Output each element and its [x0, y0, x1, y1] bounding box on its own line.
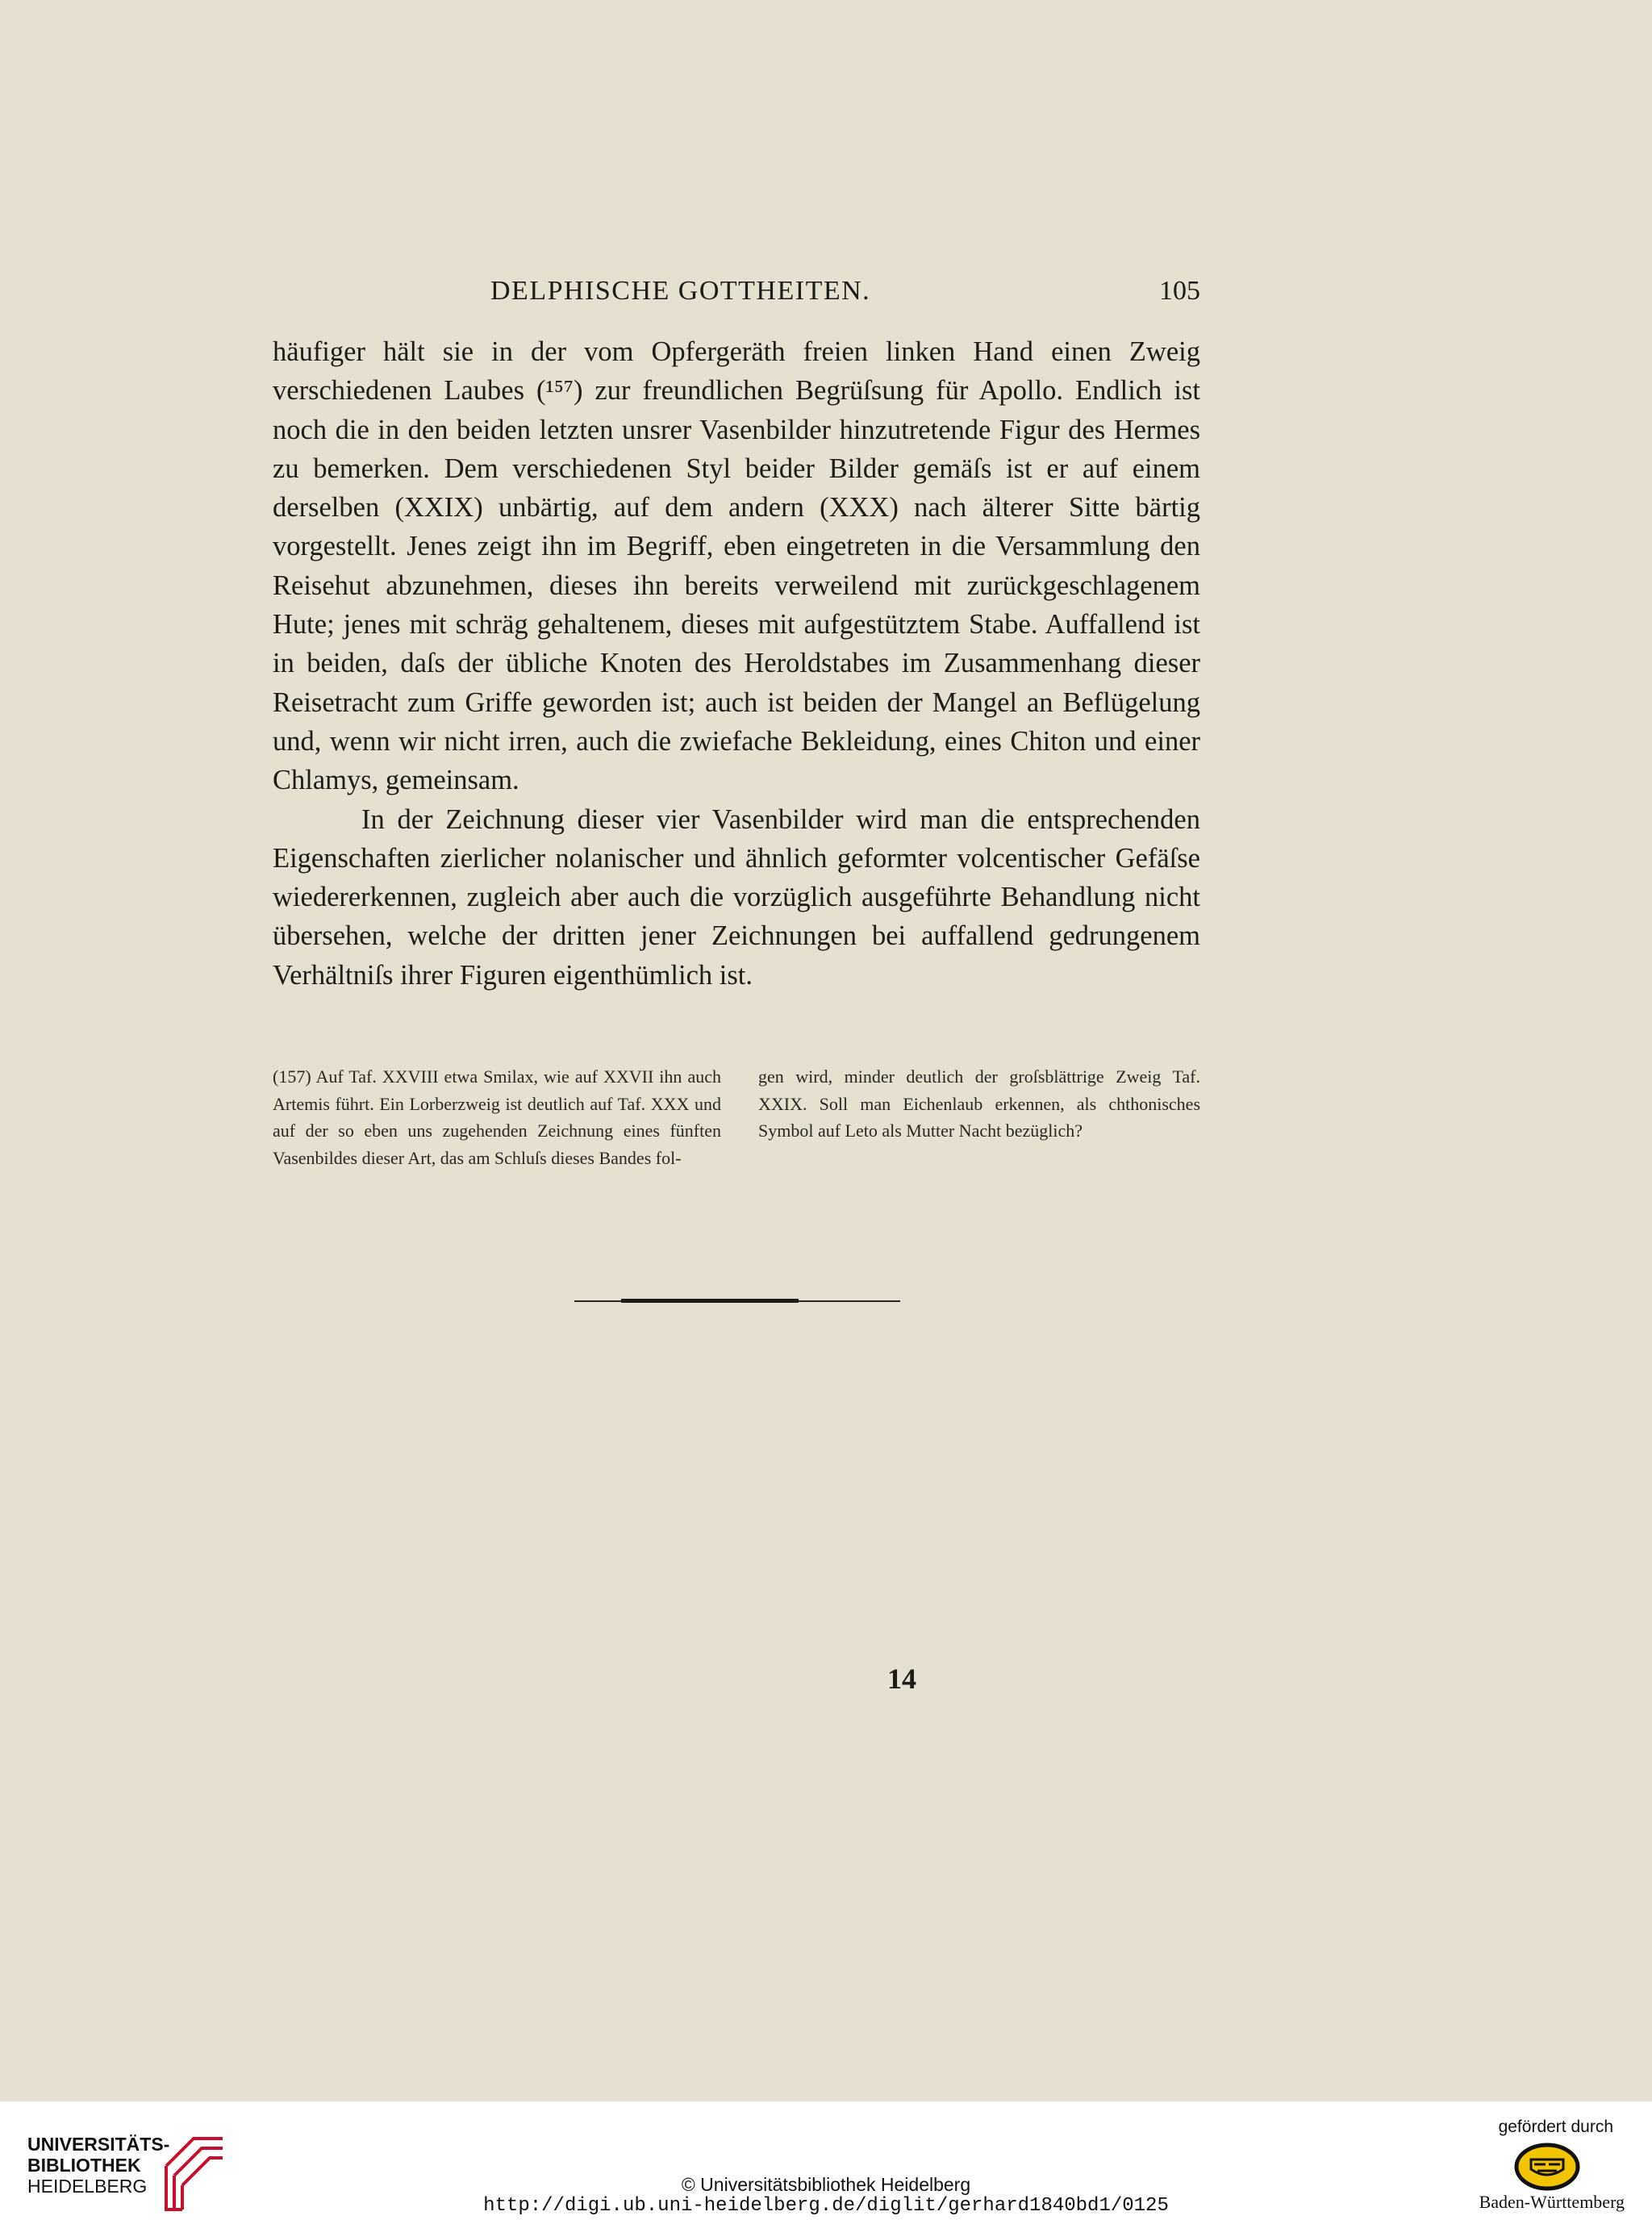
- footer-bar: [0, 2101, 1652, 2220]
- running-header: [273, 276, 1200, 313]
- signature-mark: 14: [887, 1663, 916, 1695]
- running-title: DELPHISCHE GOTTHEITEN.: [490, 276, 871, 306]
- ornamental-rule-center: [621, 1299, 799, 1303]
- library-name-line: BIBLIOTHEK: [27, 2155, 141, 2176]
- library-name-line: UNIVERSITÄTS-: [27, 2134, 170, 2155]
- sponsor-label: gefördert durch: [1498, 2118, 1613, 2136]
- footnote-right-column: gen wird, minder deutlich der groſsblättrige Zweig Taf. XXIX. Soll man Eichenlaub erkennen, als chthonisches Symbol auf Leto als Mutter Nacht bezüglich?: [758, 1066, 1200, 1141]
- sponsor-name: Baden-Württemberg: [1479, 2192, 1625, 2212]
- body-text: [273, 332, 1200, 995]
- library-name-line: HEIDELBERG: [27, 2176, 148, 2197]
- baden-wuerttemberg-seal-icon[interactable]: [1513, 2142, 1581, 2192]
- permalink[interactable]: http://digi.ub.uni-heidelberg.de/diglit/gerhard1840bd1/0125: [483, 2195, 1169, 2217]
- copyright-notice: © Universitätsbibliothek Heidelberg: [681, 2174, 971, 2195]
- paragraph: häufiger hält sie in der vom Opfergeräth freien linken Hand einen Zweig verschiedenen Laubes (¹⁵⁷) zur freundlichen Begrüſsung für Apollo. Endlich ist noch die in den beiden letzten unsrer Vasenbilder hinzutretende Figur des Hermes zu bemerken. Dem verschiedenen Styl beider Bilder gemäſs ist er auf einem derselben (XXIX) unbärtig, auf dem andern (XXX) nach älterer Sitte bärtig vorgestellt. Jenes zeigt ihn im Begriff, eben eingetreten in die Versammlung den Reisehut abzunehmen, dieses ihn bereits verweilend mit zurückgeschlagenem Hute; jenes mit schräg gehaltenem, dieses mit aufgestütztem Stabe. Auffallend ist in beiden, daſs der übliche Knoten des Heroldstabes im Zusammenhang dieser Reisetracht zum Griffe geworden ist; auch ist beiden der Mangel an Beflügelung und, wenn wir nicht irren, auch die zwiefache Bekleidung, eines Chiton und einer Chlamys, gemeinsam.: [273, 336, 1200, 796]
- page-number: 105: [1159, 276, 1200, 306]
- paragraph: In der Zeichnung dieser vier Vasenbilder wird man die entsprechenden Eigenschaften zierlicher nolanischer und ähnlich geformter volcentischer Gefäſse wiedererkennen, zugleich aber auch die vorzüglich ausgeführte Behandlung nicht übersehen, welche der dritten jener Zeichnungen bei auffallend gedrungenem Verhältniſs ihrer Figuren eigenthümlich ist.: [273, 803, 1200, 991]
- footnote-left-column: (157) Auf Taf. XXVIII etwa Smilax, wie auf XXVII ihn auch Artemis führt. Ein Lorberzweig ist deutlich auf Taf. XXX und auf der so eben uns zugehenden Zeichnung eines fünften Vasenbildes dieser Art, das am Schluſs dieses Bandes fol-: [273, 1066, 721, 1168]
